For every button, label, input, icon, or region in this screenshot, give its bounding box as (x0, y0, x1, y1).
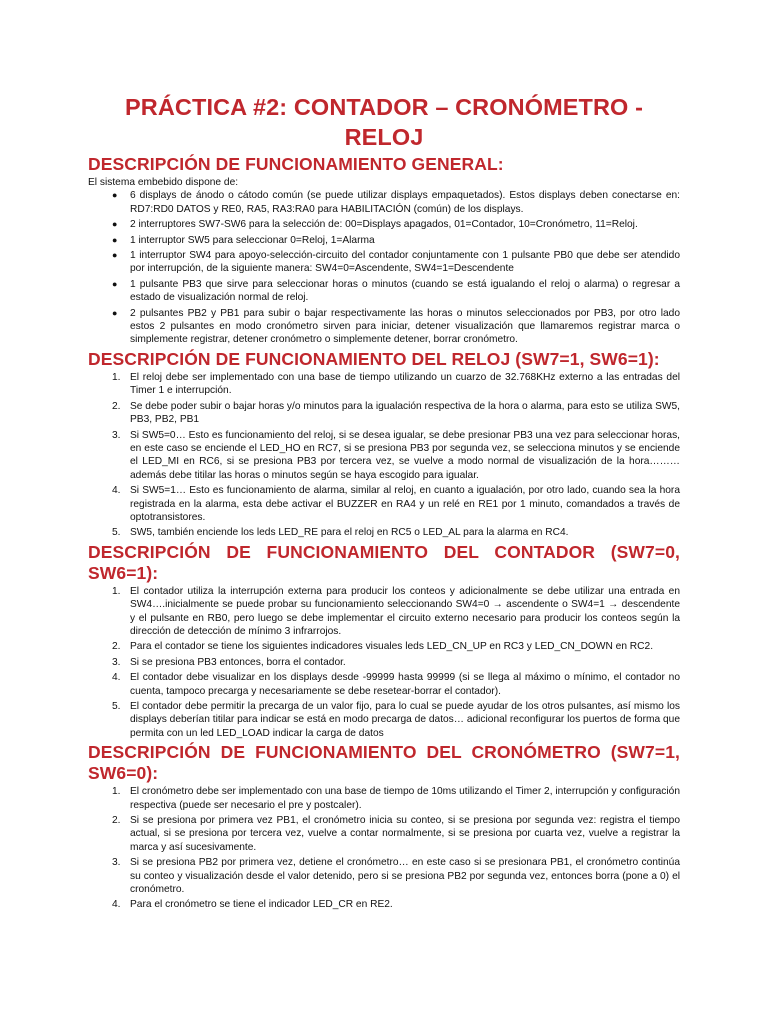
section-heading-reloj: DESCRIPCIÓN DE FUNCIONAMIENTO DEL RELOJ (SW7=1, SW6=1): (88, 348, 660, 369)
list-number: 3. (112, 429, 121, 441)
list-number: 4. (112, 899, 121, 911)
list-number: 3. (112, 656, 121, 668)
bullet-list (88, 189, 680, 346)
bullet-marker: ● (112, 307, 118, 318)
bullet-marker: ● (112, 234, 118, 245)
list-item: 1. El reloj debe ser implementado con una base de tiempo utilizando un cuarzo de 32.768KHz externo a las entradas del Timer 1 e interrupción. (112, 371, 680, 397)
list-item: ● 6 displays de ánodo o cátodo común (se puede utilizar displays empaquetados). Estos displays deben conectarse en: RD7:RD0 DATOS y RE0, RA5, RA3:RA0 para HABILITACIÓN (común) de los displays. (112, 190, 680, 215)
list-item: 3. Si se presiona PB2 por primera vez, detiene el cronómetro… en este caso si se presionara PB1, el cronómetro continúa su conteo y visualización desde el valor detenido, pero si se presiona PB2 por segunda vez, entonces borra (pone a 0) el cronómetro. (112, 857, 680, 896)
list-item: 5. El contador debe permitir la precarga de un valor fijo, para lo cual se puede ayudar de los otros pulsantes, así mismo los displays deberían titilar para indicar se está en modo precarga de datos… adicional reconfigurar los puertos de forma que permita con un led LED_LOAD indicar la carga de datos (112, 701, 680, 739)
list-item: 4. Si SW5=1… Esto es funcionamiento de alarma, similar al reloj, en cuanto a igualación, por otro lado, cuando sea la hora registrada en la alarma, esta debe activar el BUZZER en RA4 y un relé en RE1 por 1 minuto, comandados a través de optotransistores. (112, 485, 680, 523)
section-intro: El sistema embebido dispone de: (88, 177, 239, 188)
list-item: 5. SW5, también enciende los leds LED_RE para el reloj en RC5 o LED_AL para la alarma en RC4. (112, 527, 569, 539)
list-item: ● 2 interruptores SW7-SW6 para la selección de: 00=Displays apagados, 01=Contador, 10=Cronómetro, 11=Reloj. (112, 219, 638, 231)
section-contador (88, 542, 680, 740)
list-item: 3. Si SW5=0… Esto es funcionamiento del reloj, si se desea igualar, se debe presionar PB3 una vez para seleccionar horas, en este caso se enciende el LED_HO en RC7, si se presiona PB3 por segunda vez, se selecciona minutos y se enciende el LED_MI en RC6, si se presiona PB3 por tercera vez, se vuelve a modo normal de visualización de la hora……… además debe titilar las horas o minutos según se haya escogido para igualar. (112, 429, 680, 481)
list-item: ● 1 pulsante PB3 que sirve para seleccionar horas o minutos (cuando se está igualando el reloj o alarma) o regresar a estado de visualización normal de reloj. (112, 278, 680, 304)
list-number: 2. (112, 641, 121, 653)
numbered-list (88, 371, 680, 540)
list-number: 2. (112, 400, 121, 412)
numbered-list (88, 785, 680, 912)
list-item: 2. Para el contador se tiene los siguientes indicadores visuales leds LED_CN_UP en RC3 y LED_CN_DOWN en RC2. (112, 641, 654, 653)
list-item: 2. Se debe poder subir o bajar horas y/o minutos para la igualación respectiva de la hora o alarma, para esto se utiliza SW5, PB3, PB2, PB1 (112, 400, 680, 426)
document-page (88, 92, 680, 914)
list-item: 1. El cronómetro debe ser implementado con una base de tiempo de 10ms utilizando el Timer 2, interrupción y configuración respectiva (puede ser necesario el pre y postcaler). (112, 786, 680, 811)
bullet-marker: ● (112, 250, 118, 261)
list-item: 4. El contador debe visualizar en los displays desde -99999 hasta 99999 (si se llega al máximo o mínimo, el contador no cuenta, tampoco precarga y necesariamente se debe resetear-borrar el contador). (112, 672, 680, 697)
section-cronometro (88, 742, 680, 912)
section-heading-cronometro: DESCRIPCIÓN DE FUNCIONAMIENTO DEL CRONÓMETRO (SW7=1, SW6=0): (88, 742, 680, 784)
list-number: 1. (112, 585, 121, 597)
section-general (88, 154, 680, 347)
list-number: 1. (112, 371, 121, 383)
bullet-marker: ● (112, 278, 118, 289)
section-heading-general: DESCRIPCIÓN DE FUNCIONAMIENTO GENERAL: (88, 154, 504, 174)
list-item: 4. Para el cronómetro se tiene el indicador LED_CR en RE2. (112, 899, 393, 911)
list-item: ● 1 interruptor SW5 para seleccionar 0=Reloj, 1=Alarma (112, 234, 375, 246)
list-number: 5. (112, 701, 121, 712)
list-number: 4. (112, 672, 121, 684)
list-number: 5. (112, 527, 121, 539)
bullet-marker: ● (112, 219, 118, 230)
list-item: ● 2 pulsantes PB2 y PB1 para subir o bajar respectivamente las horas o minutos seleccionados por PB3, por otro lado estos 2 pulsantes en modo cronómetro sirven para iniciar, detener visualización que llamaremos registrar marca o simplemente registrar, detener cronómetro o simplemente detener, borrar cronómetro. (112, 307, 680, 346)
list-item: 1. El contador utiliza la interrupción externa para producir los conteos y adicionalmente se debe utilizar una entrada en SW4….inicialmente se puede probar su funcionamiento seleccionando SW4=0 → ascendente o SW4=1 → descendente y el pulsante en RB0, pero luego se debe implementar el circuito externo necesario para producir los conteos según la dirección de detección de mínimo 3 infrarrojos. (112, 585, 680, 637)
list-item: 2. Si se presiona por primera vez PB1, el cronómetro inicia su conteo, si se presiona por segunda vez: registra el tiempo actual, si se presiona por tercera vez, vuelve a contar normalmente, si se presiona por cuarta vez, vuelve a registrar la marca y así sucesivamente. (112, 815, 680, 853)
section-heading-contador: DESCRIPCIÓN DE FUNCIONAMIENTO DEL CONTADOR (SW7=0, SW6=1): (88, 541, 680, 583)
list-number: 4. (112, 485, 121, 497)
bullet-marker: ● (112, 190, 118, 201)
list-number: 1. (112, 786, 121, 798)
document-title: PRÁCTICA #2: CONTADOR – CRONÓMETRO - RELOJ (125, 94, 643, 150)
list-item: ● 1 interruptor SW4 para apoyo-selección-circuito del contador conjuntamente con 1 pulsante PB0 que debe ser atendido por interrupción, de la siguiente manera: SW4=0=Ascendente, SW4=1=Descendente (112, 250, 680, 275)
list-number: 2. (112, 815, 121, 827)
list-item: 3. Si se presiona PB3 entonces, borra el contador. (112, 656, 346, 668)
section-reloj (88, 349, 680, 540)
list-number: 3. (112, 857, 121, 869)
numbered-list (88, 585, 680, 740)
